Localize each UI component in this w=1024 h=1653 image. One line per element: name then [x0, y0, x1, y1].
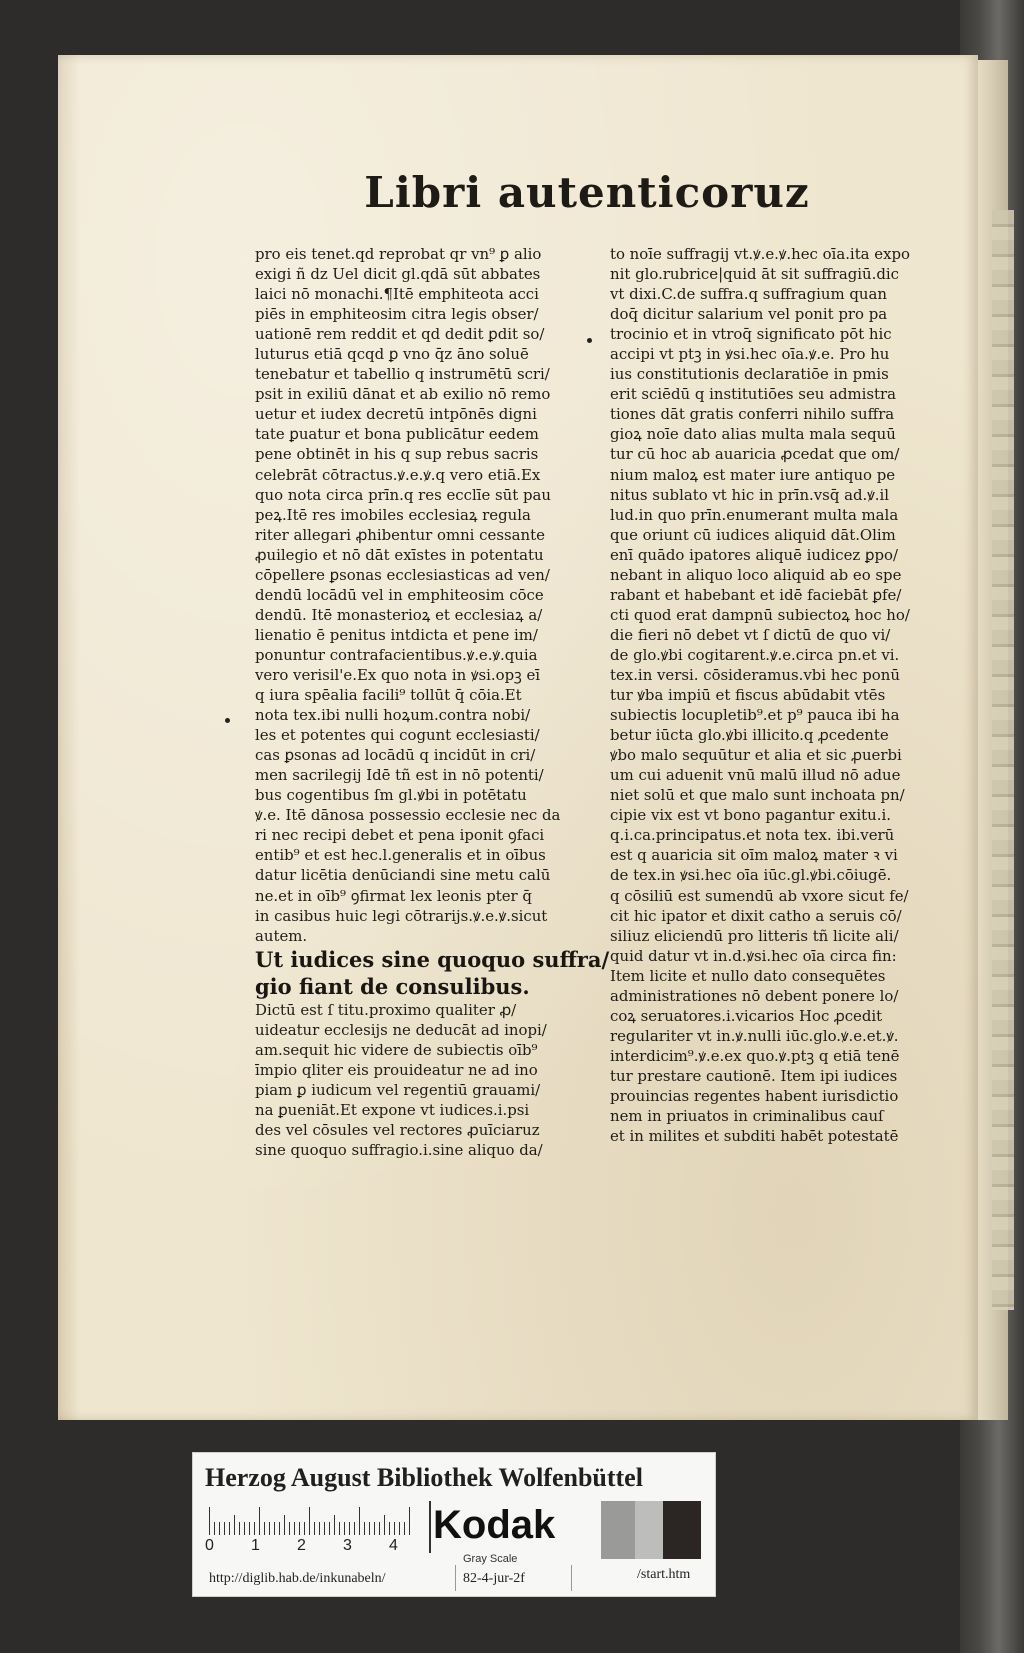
text-line: quid datur vt in.d.ꝟsi.hec oīa circa fin:: [610, 946, 897, 965]
ruler-tick: [339, 1522, 340, 1535]
ink-dot: [587, 338, 592, 343]
ruler-tick: [309, 1507, 310, 1535]
ruler-tick: [304, 1522, 305, 1535]
text-line: coꝝ seruatores.i.vicarios Hoc ꝓcedit: [610, 1006, 883, 1025]
ruler-tick: [314, 1522, 315, 1535]
ruler-tick: [219, 1522, 220, 1535]
text-line: die fieri nō debet vt ſ dictū de quo vi/: [610, 625, 891, 644]
ruler-tick: [259, 1507, 260, 1535]
ruler-tick: [229, 1522, 230, 1535]
text-line: tex.in versi. cōsideramus.vbi hec ponū: [610, 665, 900, 684]
ruler-tick: [254, 1522, 255, 1535]
text-line: Dictū est ſ titu.proximo qualiter ꝓ/: [255, 1000, 517, 1019]
ruler-tick: [349, 1522, 350, 1535]
section-heading: gio fiant de consulibus.: [255, 973, 530, 999]
text-line: ponuntur contrafacientibus.ꝟ.e.ꝟ.quia: [255, 645, 538, 664]
text-line: ꝟbo malo sequūtur et alia et sic ꝓuerbi: [610, 746, 902, 765]
text-line: rabant et habebant et idē faciebāt ꝑfe/: [610, 585, 902, 604]
ruler-tick: [324, 1522, 325, 1535]
text-line: ne.et in oīb⁹ ꝯfirmat lex leonis pter q̄: [255, 886, 532, 905]
ruler-tick: [369, 1522, 370, 1535]
ruler-tick: [394, 1522, 395, 1535]
ruler: [209, 1505, 414, 1535]
text-line: bus cogentibus ſm gl.ꝟbi in potētatu: [255, 786, 527, 805]
text-line: siliuz eliciendū pro litteris tñ licite ali/: [610, 926, 899, 945]
text-line: uetur et iudex decretū intpōnēs digni: [255, 405, 537, 424]
ruler-number: 1: [251, 1537, 260, 1554]
separator: [571, 1565, 572, 1591]
ruler-tick: [364, 1522, 365, 1535]
text-line: psit in exiliū dānat et ab exilio nō remo: [255, 385, 551, 404]
text-line: les et potentes qui cogunt ecclesiasti/: [255, 726, 540, 745]
text-line: des vel cōsules vel rectores ꝓuīciaruz: [255, 1120, 540, 1139]
text-line: nit glo.rubrice|quid āt sit suffragiū.dic: [610, 265, 900, 284]
text-line: ius constitutionis declaratiōe in pmis: [610, 365, 889, 384]
kodak-logo: Kodak: [433, 1503, 556, 1547]
ruler-tick: [379, 1522, 380, 1535]
ruler-tick: [359, 1507, 360, 1535]
text-line: doq̄ dicitur salarium vel ponit pro pa: [610, 305, 888, 324]
text-line: cas ꝑsonas ad locādū q incidūt in cri/: [255, 746, 536, 765]
ruler-tick: [244, 1522, 245, 1535]
text-line: betur iūcta glo.ꝟbi illicito.q ꝓcedente: [610, 726, 889, 745]
text-line: quo nota circa prīn.q res ecclīe sūt pau: [255, 485, 551, 504]
text-line: entib⁹ et est hec.l.generalis et in oībus: [255, 846, 546, 865]
ruler-tick: [384, 1515, 385, 1535]
left-column: [255, 244, 610, 1160]
facing-page-text-edge: [992, 210, 1014, 1310]
ruler-tick: [319, 1522, 320, 1535]
text-line: um cui aduenit vnū malū illud nō adue: [610, 766, 901, 785]
text-line: cti quod erat dampnū subiectoꝝ hoc ho/: [610, 605, 910, 624]
ruler-number: 0: [205, 1537, 214, 1554]
text-line: īmpio qliter eis prouideatur ne ad ino: [255, 1060, 538, 1079]
ruler-tick: [249, 1522, 250, 1535]
text-line: dendū. Itē monasterioꝝ et ecclesiaꝝ a/: [255, 605, 543, 624]
text-line: tur prestare cautionē. Item ipi iudices: [610, 1066, 898, 1085]
ruler-tick: [299, 1522, 300, 1535]
ruler-tick: [224, 1522, 225, 1535]
text-line: cipie vix est vt bono pagantur exitu.i.: [610, 806, 891, 825]
section-heading: Ut iudices sine quoquo suffra/: [255, 946, 610, 972]
text-line: men sacrilegij Idē tñ est in nō potenti/: [255, 766, 544, 785]
text-line: autem.: [255, 926, 308, 945]
text-line: tiones dāt gratis conferri nihilo suffra: [610, 405, 895, 424]
text-line: cōpellere ꝑsonas ecclesiasticas ad ven/: [255, 565, 550, 584]
text-line: na ꝑueniāt.Et expone vt iudices.i.psi: [255, 1100, 530, 1119]
ruler-tick: [239, 1522, 240, 1535]
text-line: nem in priuatos in criminalibus cauſ: [610, 1107, 884, 1126]
text-line: nium maloꝝ est mater iure antiquo pe: [610, 465, 896, 484]
text-line: to noīe suffragij vt.ꝟ.e.ꝟ.hec oīa.ita expo: [610, 245, 910, 263]
gray-patch: [663, 1501, 701, 1559]
ruler-tick: [264, 1522, 265, 1535]
ruler-tick: [334, 1515, 335, 1535]
text-line: pene obtinēt in his q sup rebus sacris: [255, 445, 539, 464]
text-line: de glo.ꝟbi cogitarent.ꝟ.e.circa pn.et vi.: [610, 645, 900, 664]
text-line: nitus sublato vt hic in prīn.vsq̄ ad.ꝟ.il: [610, 485, 889, 504]
text-line: subiectis locupletib⁹.et p⁹ pauca ibi ha: [610, 706, 900, 725]
ruler-tick: [294, 1522, 295, 1535]
color-target-card: [192, 1452, 716, 1597]
shelfmark: 82-4-jur-2f: [463, 1571, 525, 1586]
start-link: /start.htm: [637, 1567, 691, 1582]
text-line: tur ꝟba impiū et fiscus abūdabit vtēs: [610, 686, 886, 705]
ruler-number: 4: [389, 1537, 398, 1554]
divider: [429, 1501, 431, 1553]
text-line: nebant in aliquo loco aliquid ab eo spe: [610, 565, 902, 584]
library-name: Herzog August Bibliothek Wolfenbüttel: [205, 1463, 643, 1492]
text-line: ꝓuilegio et nō dāt exīstes in potentatu: [255, 545, 544, 564]
ruler-tick: [399, 1522, 400, 1535]
text-line: enī quādo ipatores aliquē iudicez ꝑpo/: [610, 545, 898, 564]
text-line: erit sciēdū q institutiōes seu admistra: [610, 385, 896, 404]
ruler-tick: [344, 1522, 345, 1535]
text-line: niet solū et que malo sunt inchoata pn/: [610, 786, 905, 805]
ruler-tick: [404, 1522, 405, 1535]
text-line: exigi ñ dz Uel dicit gl.qdā sūt abbates: [255, 265, 541, 284]
text-line: piēs in emphiteosim citra legis obser/: [255, 305, 539, 324]
ruler-tick: [284, 1515, 285, 1535]
text-line: datur licētia denūciandi sine metu calū: [255, 866, 551, 885]
text-line: ri nec recipi debet et pena iponit ꝯfaci: [255, 826, 545, 845]
text-line: et in milites et subditi habēt potestatē: [610, 1127, 899, 1146]
text-line: tur cū hoc ab auaricia ꝓcedat que om/: [610, 445, 900, 464]
ruler-tick: [274, 1522, 275, 1535]
text-line: de tex.in ꝟsi.hec oīa iūc.gl.ꝟbi.cōiugē.: [610, 866, 892, 885]
text-line: gioꝝ noīe dato alias multa mala sequū: [610, 425, 896, 444]
ruler-tick: [409, 1507, 410, 1535]
ruler-number: 2: [297, 1537, 306, 1554]
ruler-tick: [214, 1522, 215, 1535]
text-line: peꝝ.Itē res imobiles ecclesiaꝝ regula: [255, 505, 531, 524]
ruler-number: 3: [343, 1537, 352, 1554]
text-line: trocinio et in vtroq̄ significato pōt hic: [610, 325, 892, 344]
text-line: in casibus huic legi cōtrarijs.ꝟ.e.ꝟ.sicut: [255, 906, 548, 925]
text-line: q iura spēalia facili⁹ tollūt q̄ cōia.Et: [255, 686, 522, 705]
ruler-tick: [269, 1522, 270, 1535]
text-line: est q auaricia sit oīm maloꝝ mater ꝛ vi: [610, 846, 898, 865]
text-line: pro eis tenet.qd reprobat qr vn⁹ ꝑ alio: [255, 245, 542, 263]
text-line: interdicim⁹.ꝟ.e.ex quo.ꝟ.ptꝫ q etiā tenē: [610, 1046, 900, 1065]
text-line: uideatur ecclesijs ne deducāt ad inopi/: [255, 1020, 547, 1039]
text-line: vero verisil'e.Ex quo nota in ꝟsi.opꝫ eī: [255, 665, 541, 684]
ruler-tick: [289, 1522, 290, 1535]
text-line: lud.in quo prīn.enumerant multa mala: [610, 505, 899, 524]
text-line: administrationes nō debent ponere lo/: [610, 986, 899, 1005]
text-line: dendū locādū vel in emphiteosim cōce: [255, 585, 544, 604]
text-line: q.i.ca.principatus.et nota tex. ibi.verū: [610, 826, 895, 845]
ink-dot: [225, 718, 230, 723]
ruler-tick: [209, 1507, 210, 1535]
gray-patch: [635, 1501, 663, 1559]
text-line: cit hic ipator et dixit catho a seruis cō/: [610, 906, 902, 925]
text-line: am.sequit hic videre de subiectis oīb⁹: [255, 1040, 538, 1059]
right-column: [610, 244, 940, 1146]
text-line: Item licite et nullo dato consequētes: [610, 966, 886, 985]
text-line: riter allegari ꝓhibentur omni cessante: [255, 525, 545, 544]
text-line: ꝟ.e. Itē dānosa possessio ecclesie nec da: [255, 806, 561, 825]
text-line: nota tex.ibi nulli hoꝝum.contra nobi/: [255, 706, 531, 725]
text-line: regulariter vt in.ꝟ.nulli iūc.glo.ꝟ.e.et.ꝟ.: [610, 1026, 899, 1045]
ruler-tick: [234, 1515, 235, 1535]
text-line: luturus etiā qcqd ꝑ vno q̄z āno soluē: [255, 345, 529, 364]
ruler-tick: [374, 1522, 375, 1535]
text-line: q cōsiliū est sumendū ab vxore sicut fe/: [610, 886, 909, 905]
text-line: prouincias regentes habent iurisdictio: [610, 1086, 899, 1105]
text-line: piam ꝑ iudicum vel regentiū grauami/: [255, 1080, 541, 1099]
gray-scale-label: Gray Scale: [463, 1553, 518, 1565]
text-line: que oriunt cū iudices aliquid dāt.Olim: [610, 525, 896, 544]
text-line: accipi vt ptꝫ in ꝟsi.hec oīa.ꝟ.e. Pro hu: [610, 345, 890, 364]
ruler-tick: [329, 1522, 330, 1535]
ruler-tick: [354, 1522, 355, 1535]
running-head: Libri autenticoruz: [364, 168, 810, 217]
ruler-tick: [389, 1522, 390, 1535]
separator: [455, 1565, 456, 1591]
ruler-tick: [279, 1522, 280, 1535]
text-line: celebrāt cōtractus.ꝟ.e.ꝟ.q vero etiā.Ex: [255, 465, 541, 484]
text-line: vt dixi.C.de suffra.q suffragium quan: [610, 285, 887, 304]
library-url: http://diglib.hab.de/inkunabeln/: [209, 1571, 386, 1586]
text-line: laici nō monachi.¶Itē emphiteota acci: [255, 285, 539, 304]
text-line: lienatio ē penitus intdicta et pene im/: [255, 625, 538, 644]
text-line: uationē rem reddit et qd dedit ꝑdit so/: [255, 325, 545, 344]
text-line: tate ꝑuatur et bona publicātur eedem: [255, 425, 539, 444]
ruler-numbers: [205, 1537, 429, 1557]
text-line: sine quoquo suffragio.i.sine aliquo da/: [255, 1140, 543, 1159]
gray-patch: [601, 1501, 635, 1559]
gray-scale-patches: [601, 1501, 701, 1559]
text-line: tenebatur et tabellio q instrumētū scri/: [255, 365, 550, 384]
